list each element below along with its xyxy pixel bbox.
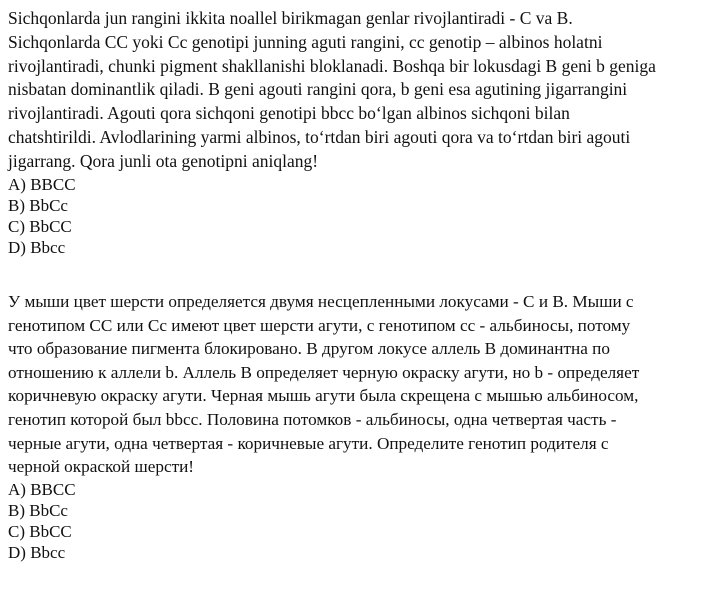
- option-a: A) BBCC: [8, 479, 76, 499]
- question-line: jigarrang. Qora junli ota genotipni aniqlang!: [8, 150, 319, 171]
- question-line: rivojlantiradi, chunki pigment shakllanishi bloklanadi. Boshqa bir lokusdagi B geni b geniga: [8, 55, 656, 76]
- question-line: Sichqonlarda CC yoki Cc genotipi junning aguti rangini, cc genotip – albinos holatni: [8, 31, 603, 52]
- answer-options-russian: [8, 479, 710, 563]
- question-line: генотипом CC или Cc имеют цвет шерсти агути, с генотипом cc - альбиносы, потому: [8, 315, 631, 335]
- question-line: nisbatan dominantlik qiladi. B geni agouti rangini qora, b geni esa agutining jigarrangini: [8, 79, 628, 100]
- answer-options-uzbek: [8, 174, 710, 258]
- question-line: chatshtirildi. Avlodlarining yarmi albinos, to‘rtdan biri agouti qora va to‘rtdan biri agouti: [8, 126, 631, 147]
- question-line: У мыши цвет шерсти определяется двумя несцепленными локусами - C и B. Мыши с: [8, 292, 634, 311]
- question-russian-text: [8, 290, 710, 479]
- question-line: что образование пигмента блокировано. В другом локусе аллель B доминантна по: [8, 339, 610, 359]
- option-a: A) BBCC: [8, 174, 76, 194]
- option-c: C) BbCC: [8, 521, 72, 541]
- question-russian: [8, 290, 710, 563]
- question-line: черные агути, одна четвертая - коричневые агути. Определите генотип родителя с: [8, 433, 609, 453]
- question-line: коричневую окраску агути. Черная мышь агути была скрещена с мышью альбиносом,: [8, 386, 639, 406]
- option-d: D) Bbcc: [8, 542, 66, 562]
- question-line: генотип которой был bbcc. Половина потомков - альбиносы, одна четвертая часть -: [8, 409, 617, 429]
- option-b: B) BbCc: [8, 500, 68, 520]
- question-line: Sichqonlarda jun rangini ikkita noallel birikmagan genlar rivojlantiradi - C va B.: [8, 8, 573, 28]
- question-uzbek-text: [8, 7, 710, 174]
- option-d: D) Bbcc: [8, 237, 66, 257]
- question-uzbek: [8, 7, 710, 258]
- question-line: rivojlantiradi. Agouti qora sichqoni genotipi bbcc bo‘lgan albinos sichqoni bilan: [8, 103, 570, 124]
- question-line: отношению к аллели b. Аллель B определяет черную окраску агути, но b - определяет: [8, 362, 640, 382]
- option-b: B) BbCc: [8, 195, 68, 215]
- question-line: черной окраской шерсти!: [8, 457, 195, 477]
- option-c: C) BbCC: [8, 216, 72, 236]
